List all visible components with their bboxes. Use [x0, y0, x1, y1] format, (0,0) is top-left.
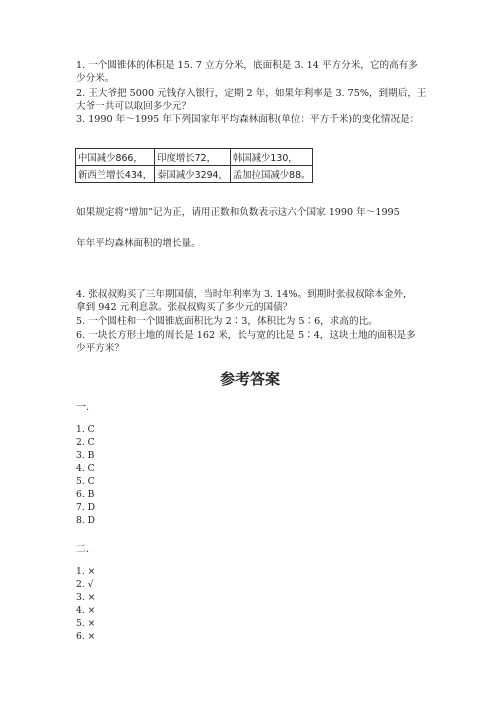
problem-4-line-2: 拿到 942 元利息款。张叔叔购买了多少元的国债？	[76, 302, 293, 313]
problem-1-line-1: 1. 一个圆锥体的体积是 15. 7 立方分米，底面积是 3. 14 平方分米，它的高有多	[76, 60, 418, 71]
answer-item: 7. D	[76, 502, 96, 513]
answer-item: 2. √	[76, 579, 94, 590]
problem-1-line-2: 少分米。	[76, 73, 115, 84]
problem-3-line-3: 年年平均森林面积的增长量。	[76, 238, 201, 249]
problem-6-line-2: 少平方米？	[76, 343, 124, 354]
answers-section-1-heading: 一.	[76, 402, 90, 413]
table-cell: 孟加拉国减少88。	[230, 166, 313, 183]
answer-item: 4. ×	[76, 605, 96, 616]
answer-item: 5. C	[76, 476, 95, 487]
answer-item: 5. ×	[76, 618, 96, 629]
table-row	[76, 166, 313, 183]
answer-item: 6. ×	[76, 631, 96, 642]
problem-3-line-1: 3. 1990 年～1995 年下列国家年平均森林面积(单位：平方千米)的变化情况是：	[76, 114, 420, 125]
answers-section-2-heading: 二.	[76, 544, 90, 555]
table-row	[76, 149, 313, 166]
answer-item: 1. C	[76, 424, 95, 435]
answers-title: 参考答案	[219, 370, 280, 388]
answer-item: 4. C	[76, 463, 95, 474]
table-cell: 中国减少866，	[76, 149, 155, 166]
problem-6-line-1: 6. 一块长方形土地的周长是 162 米，长与宽的比是 5∶4，这块土地的面积是多	[76, 330, 416, 341]
answer-item: 2. C	[76, 437, 95, 448]
answer-item: 1. ×	[76, 566, 96, 577]
problem-4-line-1: 4. 张叔叔购买了三年期国债，当时年利率为 3. 14%。到期时张叔叔除本金外，	[76, 289, 413, 300]
forest-area-table	[75, 148, 313, 183]
table-cell: 新西兰增长434，	[76, 166, 155, 183]
answer-item: 8. D	[76, 515, 96, 526]
problem-2-line-1: 2. 王大爷把 5000 元钱存入银行，定期 2 年，如果年利率是 3. 75%，到期后，王	[76, 88, 427, 99]
answer-item: 3. ×	[76, 592, 96, 603]
answer-item: 6. B	[76, 489, 95, 500]
table-cell: 印度增长72，	[155, 149, 231, 166]
problem-3-line-2: 如果规定将“增加”记为正，请用正数和负数表示这六个国家 1990 年～1995	[76, 207, 400, 218]
table-cell: 韩国减少130，	[230, 149, 313, 166]
problem-2-line-2: 大爷一共可以取回多少元？	[76, 101, 192, 112]
table-cell: 泰国减少3294，	[155, 166, 231, 183]
answer-item: 3. B	[76, 450, 95, 461]
problem-5-line-1: 5. 一个圆柱和一个圆锥底面积比为 2∶3，体积比为 5∶6，求高的比。	[76, 316, 378, 327]
